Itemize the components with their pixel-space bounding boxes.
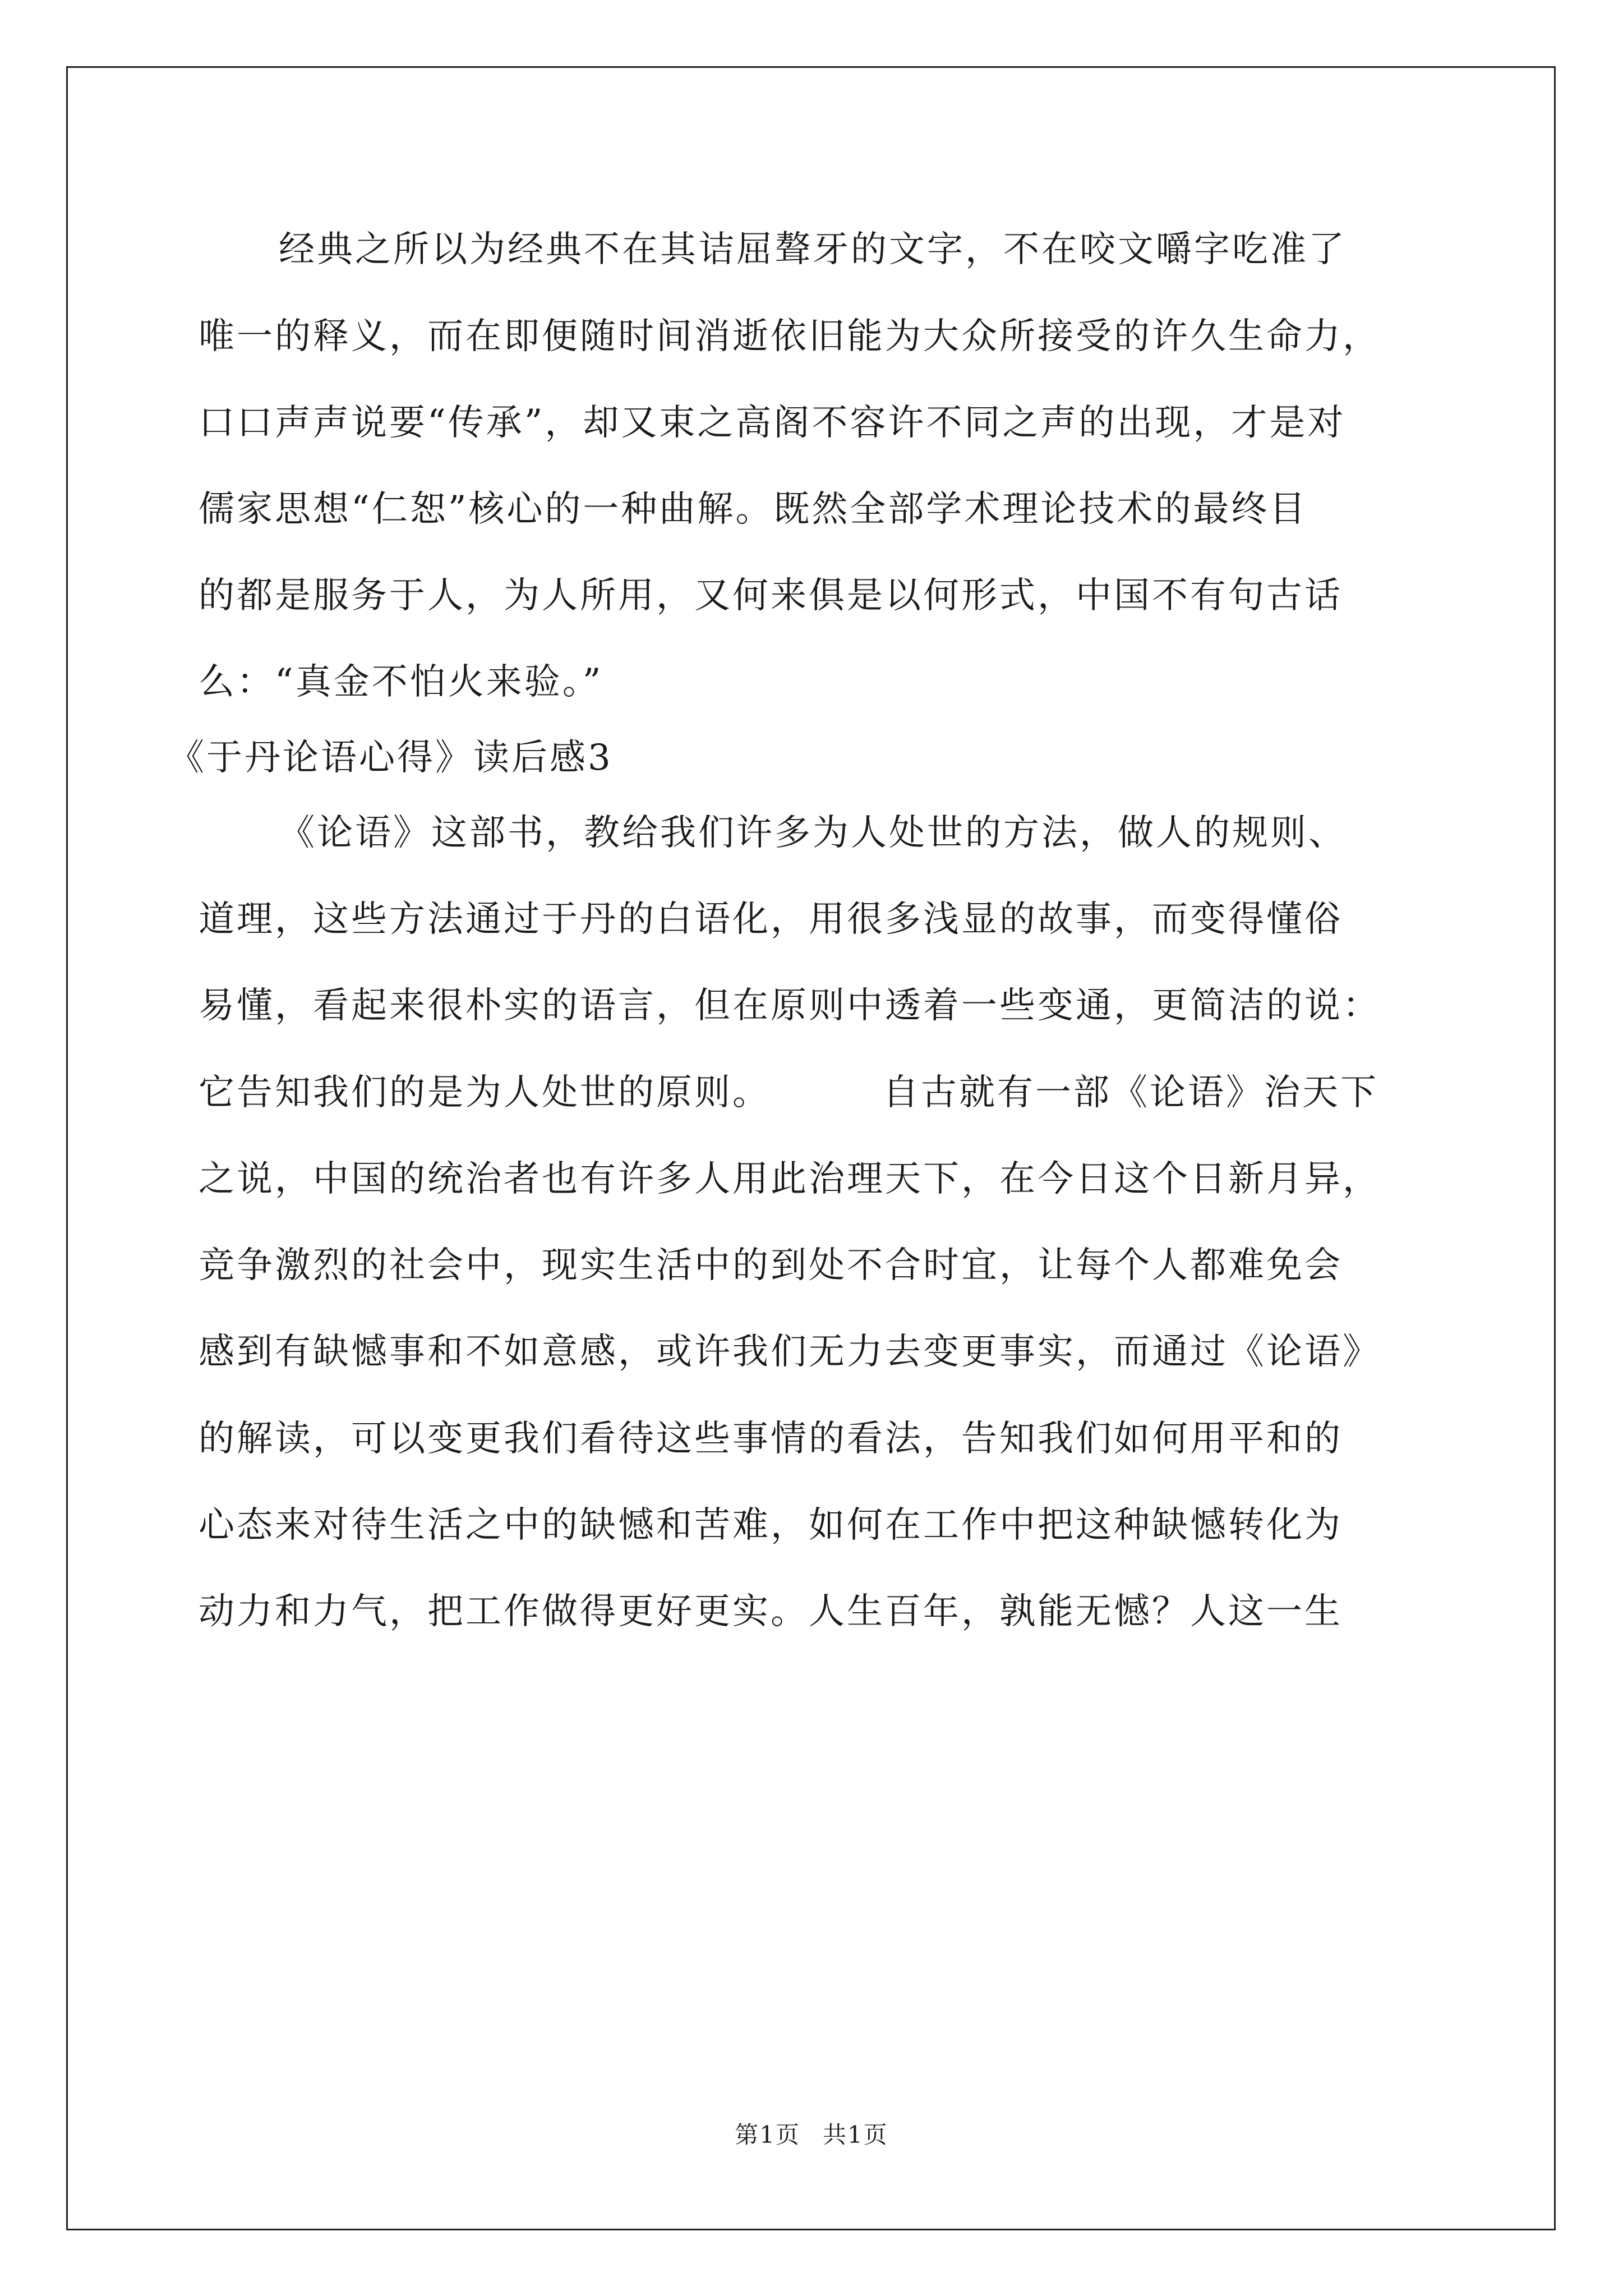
paragraph-2-line-8: 的解读，可以变更我们看待这些事情的看法，告知我们如何用平和的 [199, 1418, 1343, 1460]
page-number: 第1页 [735, 2121, 800, 2148]
paragraph-2-line-4-start: 它告知我们的是为人处世的原则。 [199, 1072, 771, 1114]
page-total: 共1页 [823, 2121, 888, 2148]
paragraph-1-line-1: 经典之所以为经典不在其诘屈聱牙的文字，不在咬文嚼字吃准了 [279, 229, 1347, 270]
paragraph-2-line-6: 竞争激烈的社会中，现实生活中的到处不合时宜，让每个人都难免会 [199, 1245, 1343, 1286]
paragraph-2-line-7: 感到有缺憾事和不如意感，或许我们无力去变更事实，而通过《论语》 [199, 1331, 1381, 1373]
paragraph-2-line-10: 动力和力气，把工作做得更好更实。人生百年，孰能无憾？人这一生 [199, 1591, 1343, 1632]
paragraph-2-line-5: 之说，中国的统治者也有许多人用此治理天下，在今日这个日新月异， [199, 1158, 1381, 1200]
paragraph-2-line-2: 道理，这些方法通过于丹的白语化，用很多浅显的故事，而变得懂俗 [199, 899, 1343, 940]
paragraph-1-line-2: 唯一的释义，而在即便随时间消逝依旧能为大众所接受的许久生命力， [199, 316, 1381, 357]
page-border [66, 66, 1556, 2230]
page-footer [0, 2121, 1623, 2149]
paragraph-2-line-1: 《论语》这部书，教给我们许多为人处世的方法，做人的规则、 [279, 812, 1347, 854]
paragraph-2-line-9: 心态来对待生活之中的缺憾和苦难，如何在工作中把这种缺憾转化为 [199, 1504, 1343, 1546]
section-title: 《于丹论语心得》读后感3 [168, 737, 613, 779]
paragraph-1-line-4: 儒家思想“仁恕”核心的一种曲解。既然全部学术理论技术的最终目 [199, 489, 1308, 530]
paragraph-1-line-5: 的都是服务于人，为人所用，又何来俱是以何形式，中国不有句古话 [199, 575, 1343, 616]
paragraph-2-line-3: 易懂，看起来很朴实的语言，但在原则中透着一些变通，更简洁的说： [199, 985, 1381, 1027]
paragraph-1-line-3: 口口声声说要“传承”，却又束之高阁不容许不同之声的出现，才是对 [199, 402, 1346, 444]
paragraph-2-line-4-end: 自古就有一部《论语》治天下 [883, 1072, 1378, 1114]
paragraph-2-line-4 [199, 1070, 1378, 1115]
paragraph-1-line-6: 么：“真金不怕火来验。” [199, 661, 603, 703]
